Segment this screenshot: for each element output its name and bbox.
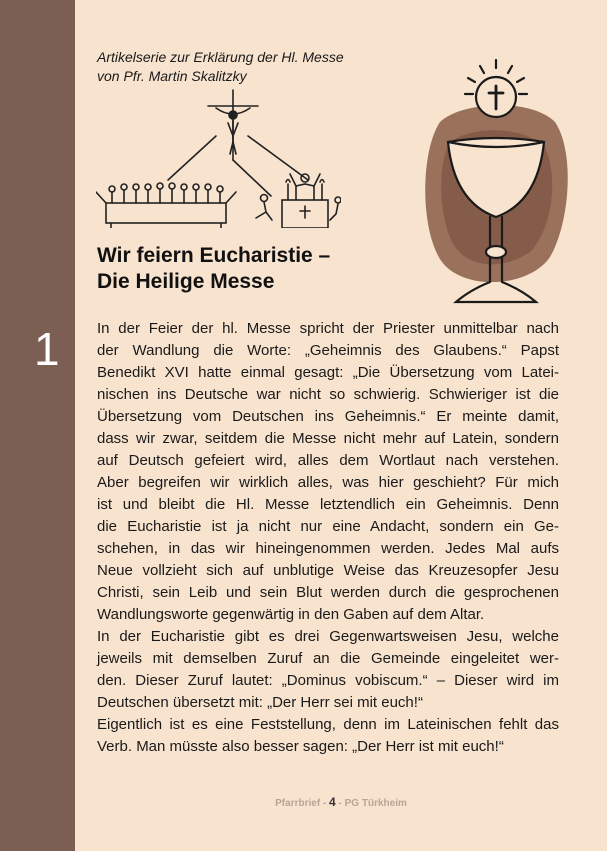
part-number: 1 bbox=[34, 323, 60, 375]
page-footer bbox=[0, 795, 607, 809]
title-line-1: Wir feiern Eucharistie – bbox=[97, 244, 331, 267]
body-line: Wandlungsworte gegenwärtig in den Gaben auf dem Altar. bbox=[97, 606, 485, 623]
series-line-2: von Pfr. Martin Skalitzky bbox=[97, 68, 247, 84]
crucifix-last-supper-drawing bbox=[96, 88, 341, 228]
body-line: ist und bleibt die Hl. Messe letztendlich ein Geheimnis. Denn bbox=[97, 496, 559, 513]
footer-page-number: 4 bbox=[329, 795, 336, 809]
body-line: In der Feier der hl. Messe spricht der Priester unmittelbar nach bbox=[97, 320, 559, 337]
chalice-host-drawing bbox=[420, 52, 570, 314]
body-line: jeweils mit demselben Zuruf an die Gemeinde eingeleitet wer- bbox=[97, 650, 559, 667]
body-line: der Wandlung die Worte: „Geheimnis des Glaubens.“ Papst bbox=[97, 342, 559, 359]
body-line: Benedikt XVI hatte einmal gesagt: „Die Übersetzung vom Latei- bbox=[97, 364, 559, 381]
article-title bbox=[97, 243, 407, 295]
body-line: die Eucharistie ist ja nicht nur eine Andacht, sondern ein Ge- bbox=[97, 518, 559, 535]
sidebar-band bbox=[0, 0, 75, 851]
article-body bbox=[97, 318, 559, 758]
title-line-2: Die Heilige Messe bbox=[97, 270, 275, 293]
body-line: Verb. Man müsste also besser sagen: „Der Herr ist mit euch!“ bbox=[97, 738, 504, 755]
body-line: Eigentlich ist es eine Feststellung, denn im Lateinischen fehlt das bbox=[97, 716, 559, 733]
body-line: Aber begreifen wir wirklich alles, was hier geschieht? Für mich bbox=[97, 474, 559, 491]
body-line: dass wir zwar, seitdem die Messe nicht mehr auf Latein, sondern bbox=[97, 430, 559, 447]
footer-publication: Pfarrbrief - bbox=[275, 798, 330, 809]
body-line: den. Dieser Zuruf lautet: „Dominus vobiscum.“ – Dieser wird im bbox=[97, 672, 559, 689]
article-series-caption bbox=[97, 48, 397, 86]
body-line: Neue vollzieht sich auf unblutige Weise das Kreuzesopfer Jesu bbox=[97, 562, 559, 579]
body-line: auf Deutsch gefeiert wird, alles dem Wortlaut nach verstehen. bbox=[97, 452, 559, 469]
body-line: Übersetzung vom Deutschen ins Geheimnis.“ Er meinte damit, bbox=[97, 408, 559, 425]
body-line: Deutschen übersetzt mit: „Der Herr sei mit euch!“ bbox=[97, 694, 423, 711]
body-line: Christi, sein Leib und sein Blut werden durch die gesprochenen bbox=[97, 584, 559, 601]
body-line: In der Eucharistie gibt es drei Gegenwartsweisen Jesu, welche bbox=[97, 628, 559, 645]
body-line: schehen, in das wir hineingenommen werden. Jedes Mal aufs bbox=[97, 540, 559, 557]
footer-parish: - PG Türkheim bbox=[335, 798, 407, 809]
series-line-1: Artikelserie zur Erklärung der Hl. Messe bbox=[97, 49, 344, 65]
body-line: nischen ins Deutsche war nicht so schwierig. Schwieriger ist die bbox=[97, 386, 559, 403]
